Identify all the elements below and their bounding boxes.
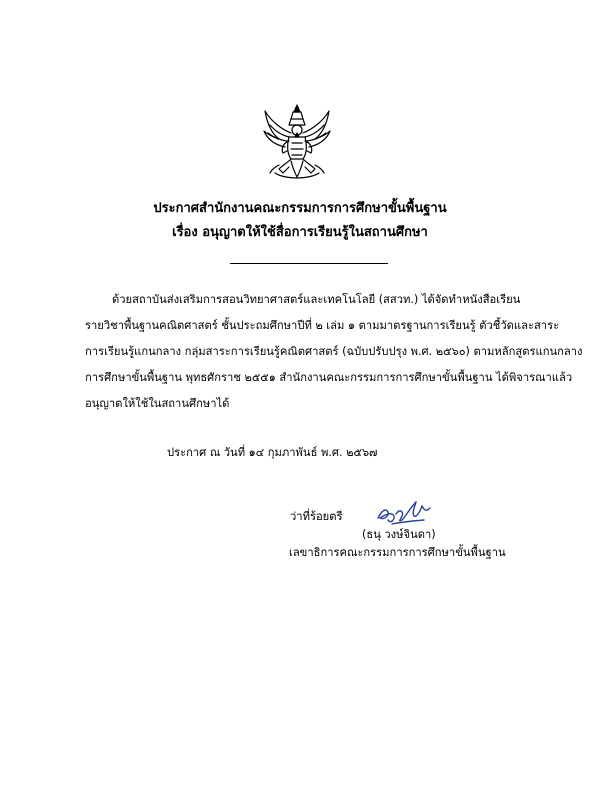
announcement-date: ประกาศ ณ วันที่ ๑๔ กุมภาพันธ์ พ.ศ. ๒๕๖๗ xyxy=(167,446,378,459)
body-line: การศึกษาขั้นพื้นฐาน พุทธศักราช ๒๕๕๑ สำนักงานคณะกรรมการการศึกษาขั้นพื้นฐาน ได้พิจารณาแล้ว xyxy=(85,371,573,384)
announcement-subject: เรื่อง อนุญาตให้ใช้สื่อการเรียนรู้ในสถานศึกษา xyxy=(172,225,428,240)
body-line: รายวิชาพื้นฐานคณิตศาสตร์ ชั้นประถมศึกษาปีที่ ๒ เล่ม ๑ ตามมาตรฐานการเรียนรู้ ตัวชี้วัดและสาระ xyxy=(85,319,560,332)
handwritten-signature-icon xyxy=(372,494,436,530)
signer-rank: ว่าที่ร้อยตรี xyxy=(290,510,343,523)
signer-position: เลขาธิการคณะกรรมการการศึกษาขั้นพื้นฐาน xyxy=(289,546,506,559)
announcement-title: ประกาศสำนักงานคณะกรรมการการศึกษาขั้นพื้นฐาน xyxy=(153,201,447,216)
title-divider xyxy=(230,263,388,264)
garuda-emblem-icon xyxy=(261,103,333,179)
body-line: อนุญาตให้ใช้ในสถานศึกษาได้ xyxy=(85,397,230,410)
signer-name: (ธนุ วงษ์จินดา) xyxy=(362,528,436,541)
body-line: การเรียนรู้แกนกลาง กลุ่มสาระการเรียนรู้คณิตศาสตร์ (ฉบับปรับปรุง พ.ศ. ๒๕๖๐) ตามหลักสูตรแกนกลาง xyxy=(85,345,583,358)
body-line: ด้วยสถาบันส่งเสริมการสอนวิทยาศาสตร์และเทคโนโลยี (สสวท.) ได้จัดทำหนังสือเรียน xyxy=(112,293,521,306)
